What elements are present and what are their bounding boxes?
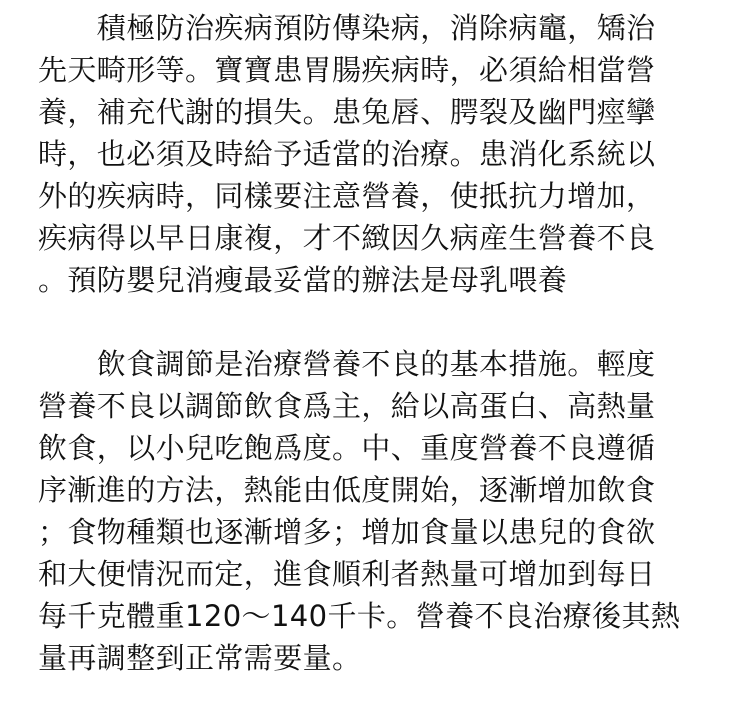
text-line: 疾病得以早日康複，才不緻因久病産生營養不良 (38, 221, 656, 255)
text-line: 序漸進的方法，熱能由低度開始，逐漸增加飲食 (38, 473, 656, 507)
text-line: 飲食調節是治療營養不良的基本措施。輕度 (38, 347, 656, 381)
text-line: 養，補充代謝的損失。患兔唇、腭裂及幽門痙攣 (38, 95, 656, 129)
text-line: 外的疾病時，同樣要注意營養，使抵抗力增加， (38, 179, 656, 213)
text-line: ；食物種類也逐漸增多；增加食量以患兒的食欲 (38, 515, 656, 549)
text-line: 時，也必須及時給予适當的治療。患消化系統以 (38, 137, 656, 171)
text-line: 先天畸形等。寶寶患胃腸疾病時，必須給相當營 (38, 53, 656, 87)
text-line: 和大便情況而定，進食順利者熱量可增加到每日 (38, 557, 656, 591)
text-line: 營養不良以調節飲食爲主，給以高蛋白、高熱量 (38, 389, 656, 423)
text-line: 量再調整到正常需要量。 (38, 641, 362, 675)
text-line: 。預防嬰兒消瘦最妥當的辦法是母乳喂養 (38, 263, 568, 297)
text-line: 每千克體重120～140千卡。營養不良治療後其熱 (38, 599, 681, 633)
text-line: 積極防治疾病預防傳染病，消除病竈，矯治 (38, 11, 656, 45)
text-line: 飲食，以小兒吃飽爲度。中、重度營養不良遵循 (38, 431, 656, 465)
